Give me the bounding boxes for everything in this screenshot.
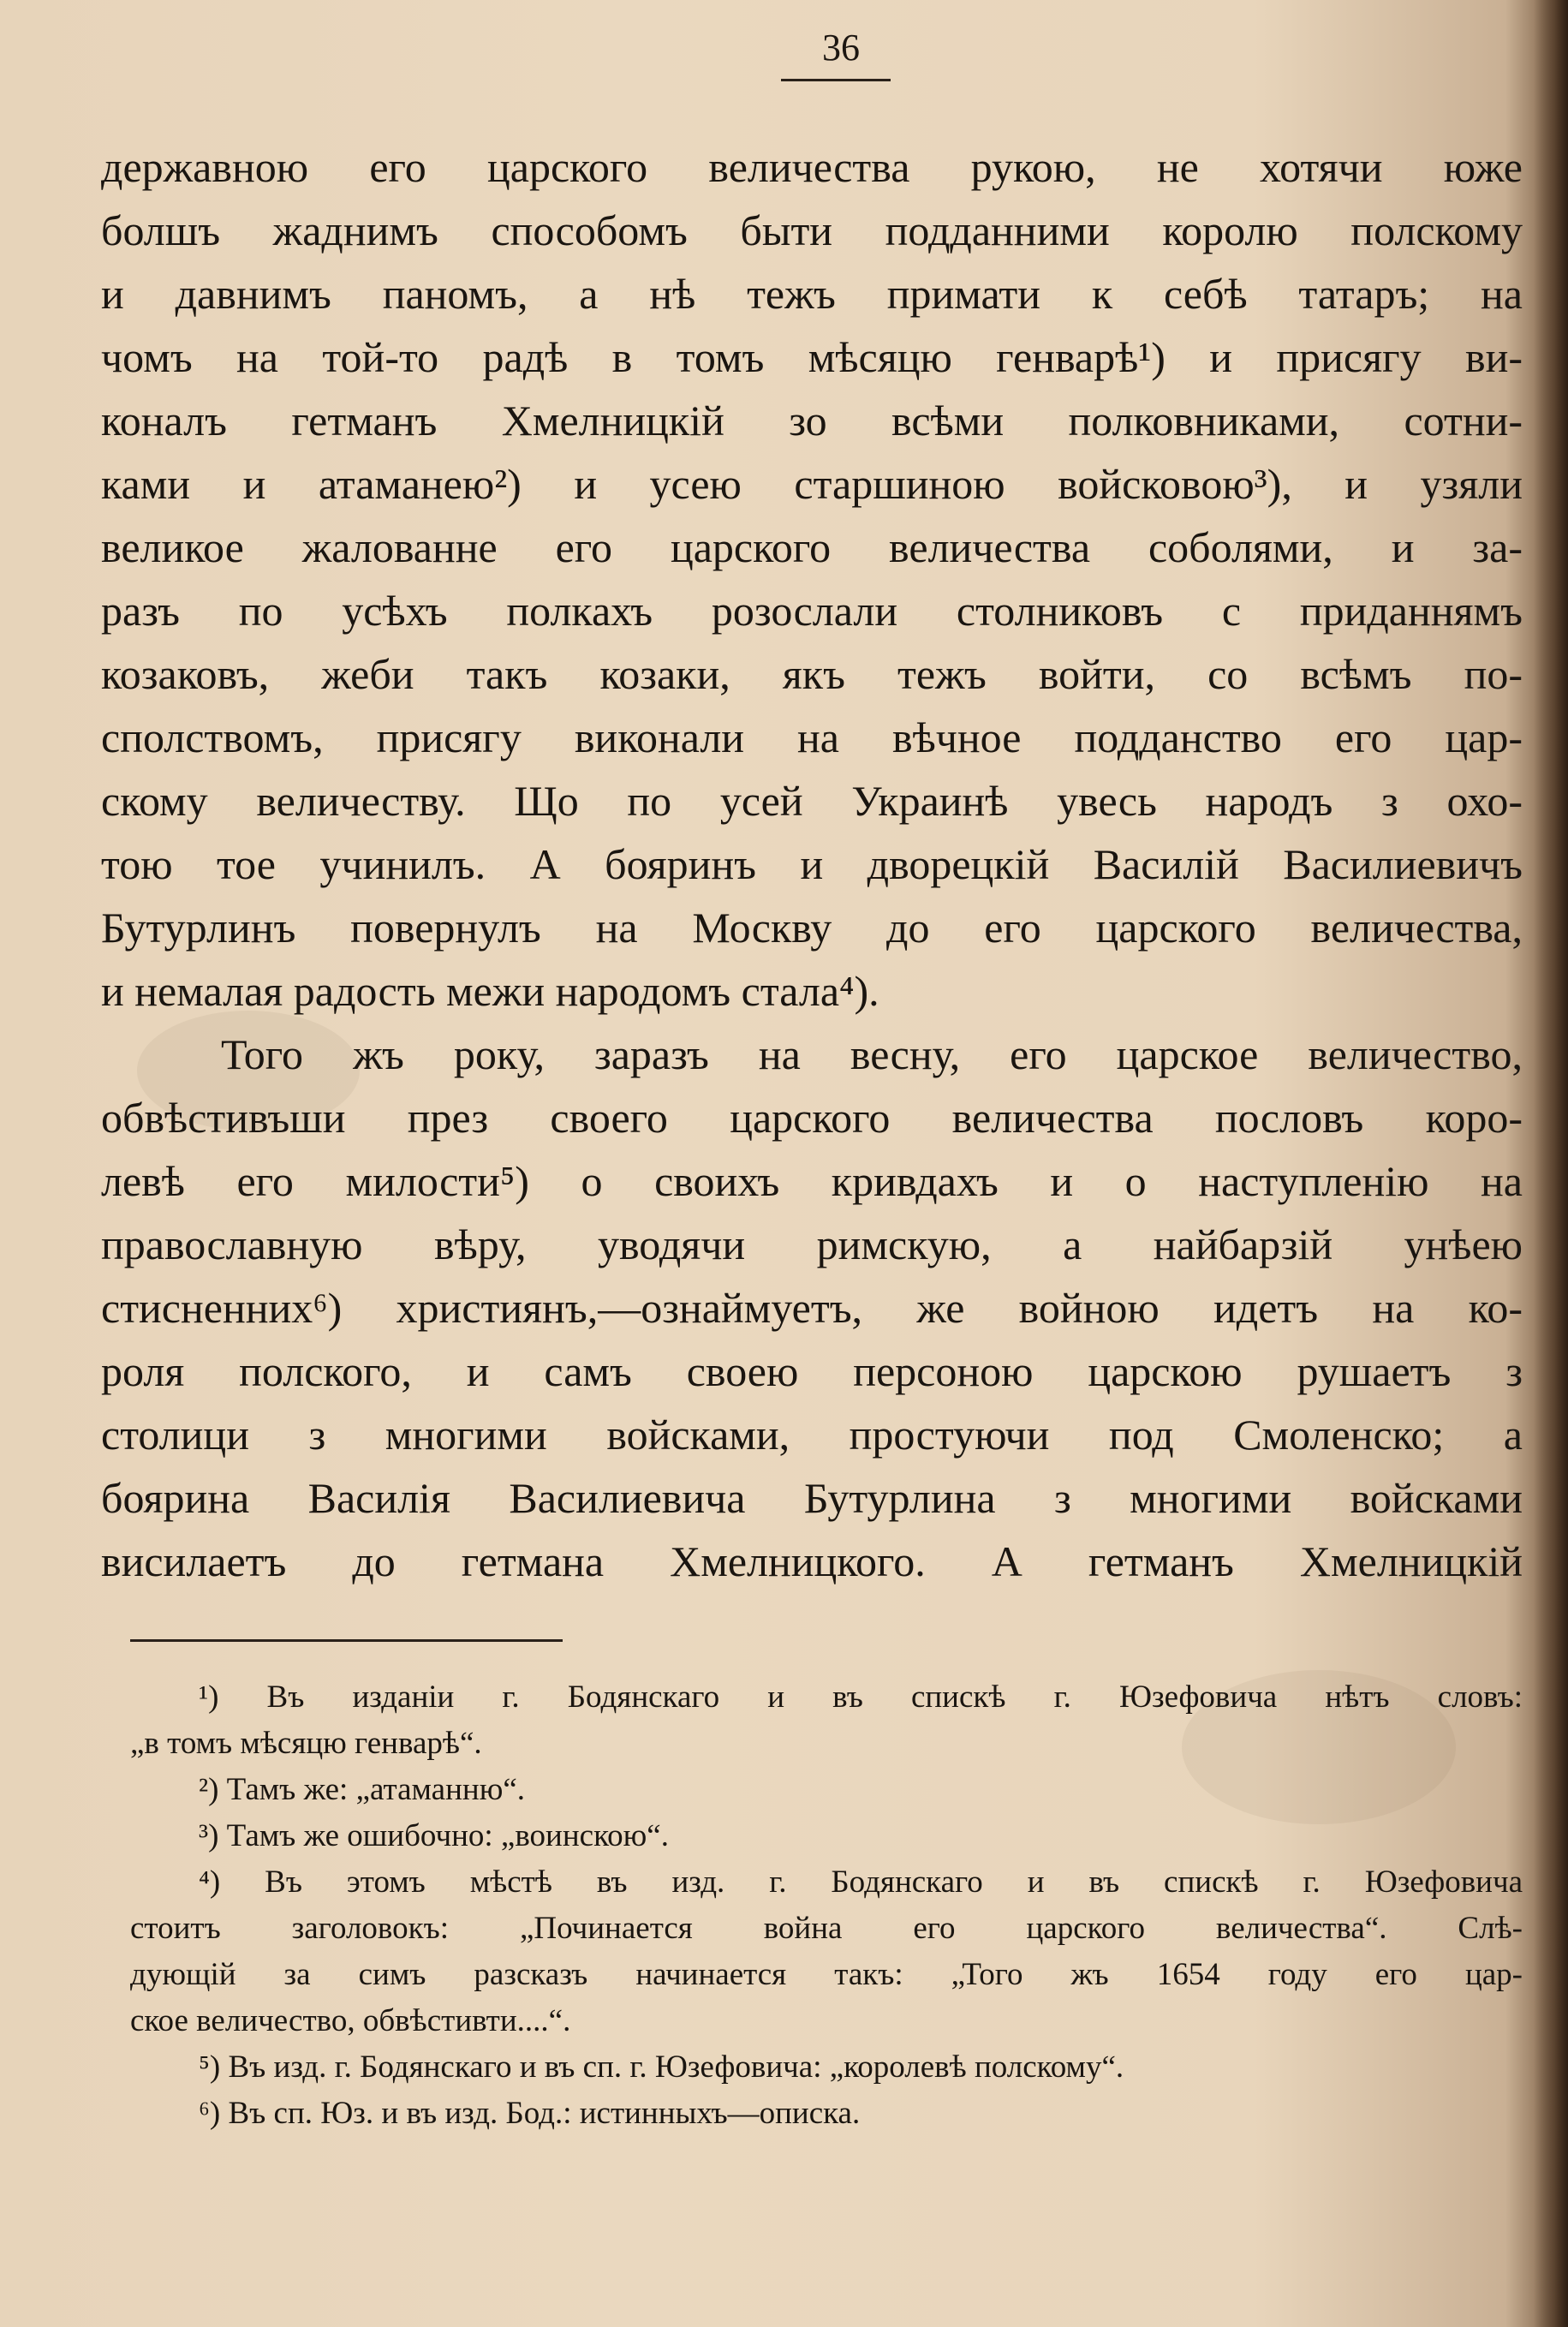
text-line: левѣ его милости⁵) о своихъ кривдахъ и о наступленію на	[101, 1157, 1523, 1205]
footnote-2: ²) Тамъ же: „атаманню“.	[199, 1772, 526, 1807]
page-number-underline	[781, 79, 891, 81]
footnote-4: ⁴) Въ этомъ мѣстѣ въ изд. г. Бодянскаго и въ спискѣ г. Юзефовича	[199, 1865, 1523, 1900]
footnote-4-continuation: ское величество, обвѣстивти....“.	[130, 2003, 571, 2038]
footnote-6: ⁶) Въ сп. Юз. и въ изд. Бод.: истинныхъ—описка.	[199, 2096, 861, 2131]
footnote-separator	[130, 1639, 563, 1642]
footnote-5: ⁵) Въ изд. г. Бодянскаго и въ сп. г. Юзефовича: „королевѣ полскому“.	[199, 2050, 1124, 2085]
text-line: православную вѣру, уводячи римскую, а найбарзій унѣею	[101, 1220, 1523, 1268]
text-line: великое жалованне его царского величества соболями, и за-	[101, 523, 1523, 571]
text-line: роля полского, и самъ своею персоною царскою рушаетъ з	[101, 1347, 1523, 1395]
text-line: козаковъ, жеби такъ козаки, якъ тежъ войти, со всѣмъ по-	[101, 650, 1523, 698]
footnote-4-continuation: дующій за симъ разсказъ начинается такъ: „Того жъ 1654 году его цар-	[130, 1957, 1523, 1992]
text-line: чомъ на той-то радѣ в томъ мѣсяцю генварѣ¹) и присягу ви-	[101, 333, 1523, 381]
footnote-3: ³) Тамъ же ошибочно: „воинскою“.	[199, 1818, 669, 1853]
text-line: столици з многими войсками, простуючи под Смоленско; а	[101, 1411, 1523, 1459]
text-line: стисненних⁶) християнъ,—ознаймуетъ, же войною идетъ на ко-	[101, 1284, 1523, 1332]
text-line: ками и атаманею²) и усею старшиною войсковою³), и узяли	[101, 460, 1523, 508]
text-line: разъ по усѣхъ полкахъ розослали столниковъ с приданнямъ	[101, 587, 1523, 635]
text-line: и давнимъ паномъ, а нѣ тежъ примати к себѣ татаръ; на	[101, 270, 1523, 318]
page-number: 36	[822, 27, 860, 69]
footnote-4-continuation: стоитъ заголовокъ: „Починается война его царского величества“. Слѣ-	[130, 1911, 1523, 1946]
text-line: тою тое учинилъ. А бояринъ и дворецкій Василій Василиевичъ	[101, 840, 1523, 888]
text-line: болшъ жаднимъ способомъ быти подданними королю полскому	[101, 206, 1523, 254]
footnotes	[130, 1674, 1523, 2137]
text-line: державною его царского величества рукою, не хотячи юже	[101, 143, 1523, 191]
text-line: скому величеству. Що по усей Украинѣ увесь народъ з охо-	[101, 777, 1523, 825]
text-line: боярина Василія Василиевича Бутурлина з многими войсками	[101, 1474, 1523, 1522]
paragraph-last-line: и немалая радость межи народомъ стала⁴).	[101, 967, 879, 1015]
paragraph-first-line: Того жъ року, заразъ на весну, его царское величество,	[221, 1030, 1523, 1078]
text-line: висилаетъ до гетмана Хмелницкого. А гетманъ Хмелницкій	[101, 1537, 1523, 1585]
text-line: обвѣстивъши през своего царского величества пословъ коро-	[101, 1094, 1523, 1142]
book-spine-shadow	[1534, 0, 1568, 2327]
footnote-1: ¹) Въ изданіи г. Бодянскаго и въ спискѣ г. Юзефовича нѣтъ словъ:	[199, 1680, 1523, 1715]
text-line: Бутурлинъ повернулъ на Москву до его царского величества,	[101, 904, 1523, 952]
main-text	[101, 135, 1523, 1593]
text-line: сполствомъ, присягу виконали на вѣчное подданство его цар-	[101, 713, 1523, 761]
footnote-1-continuation: „в томъ мѣсяцю генварѣ“.	[130, 1726, 482, 1761]
text-line: коналъ гетманъ Хмелницкій зо всѣми полковниками, сотни-	[101, 397, 1523, 445]
